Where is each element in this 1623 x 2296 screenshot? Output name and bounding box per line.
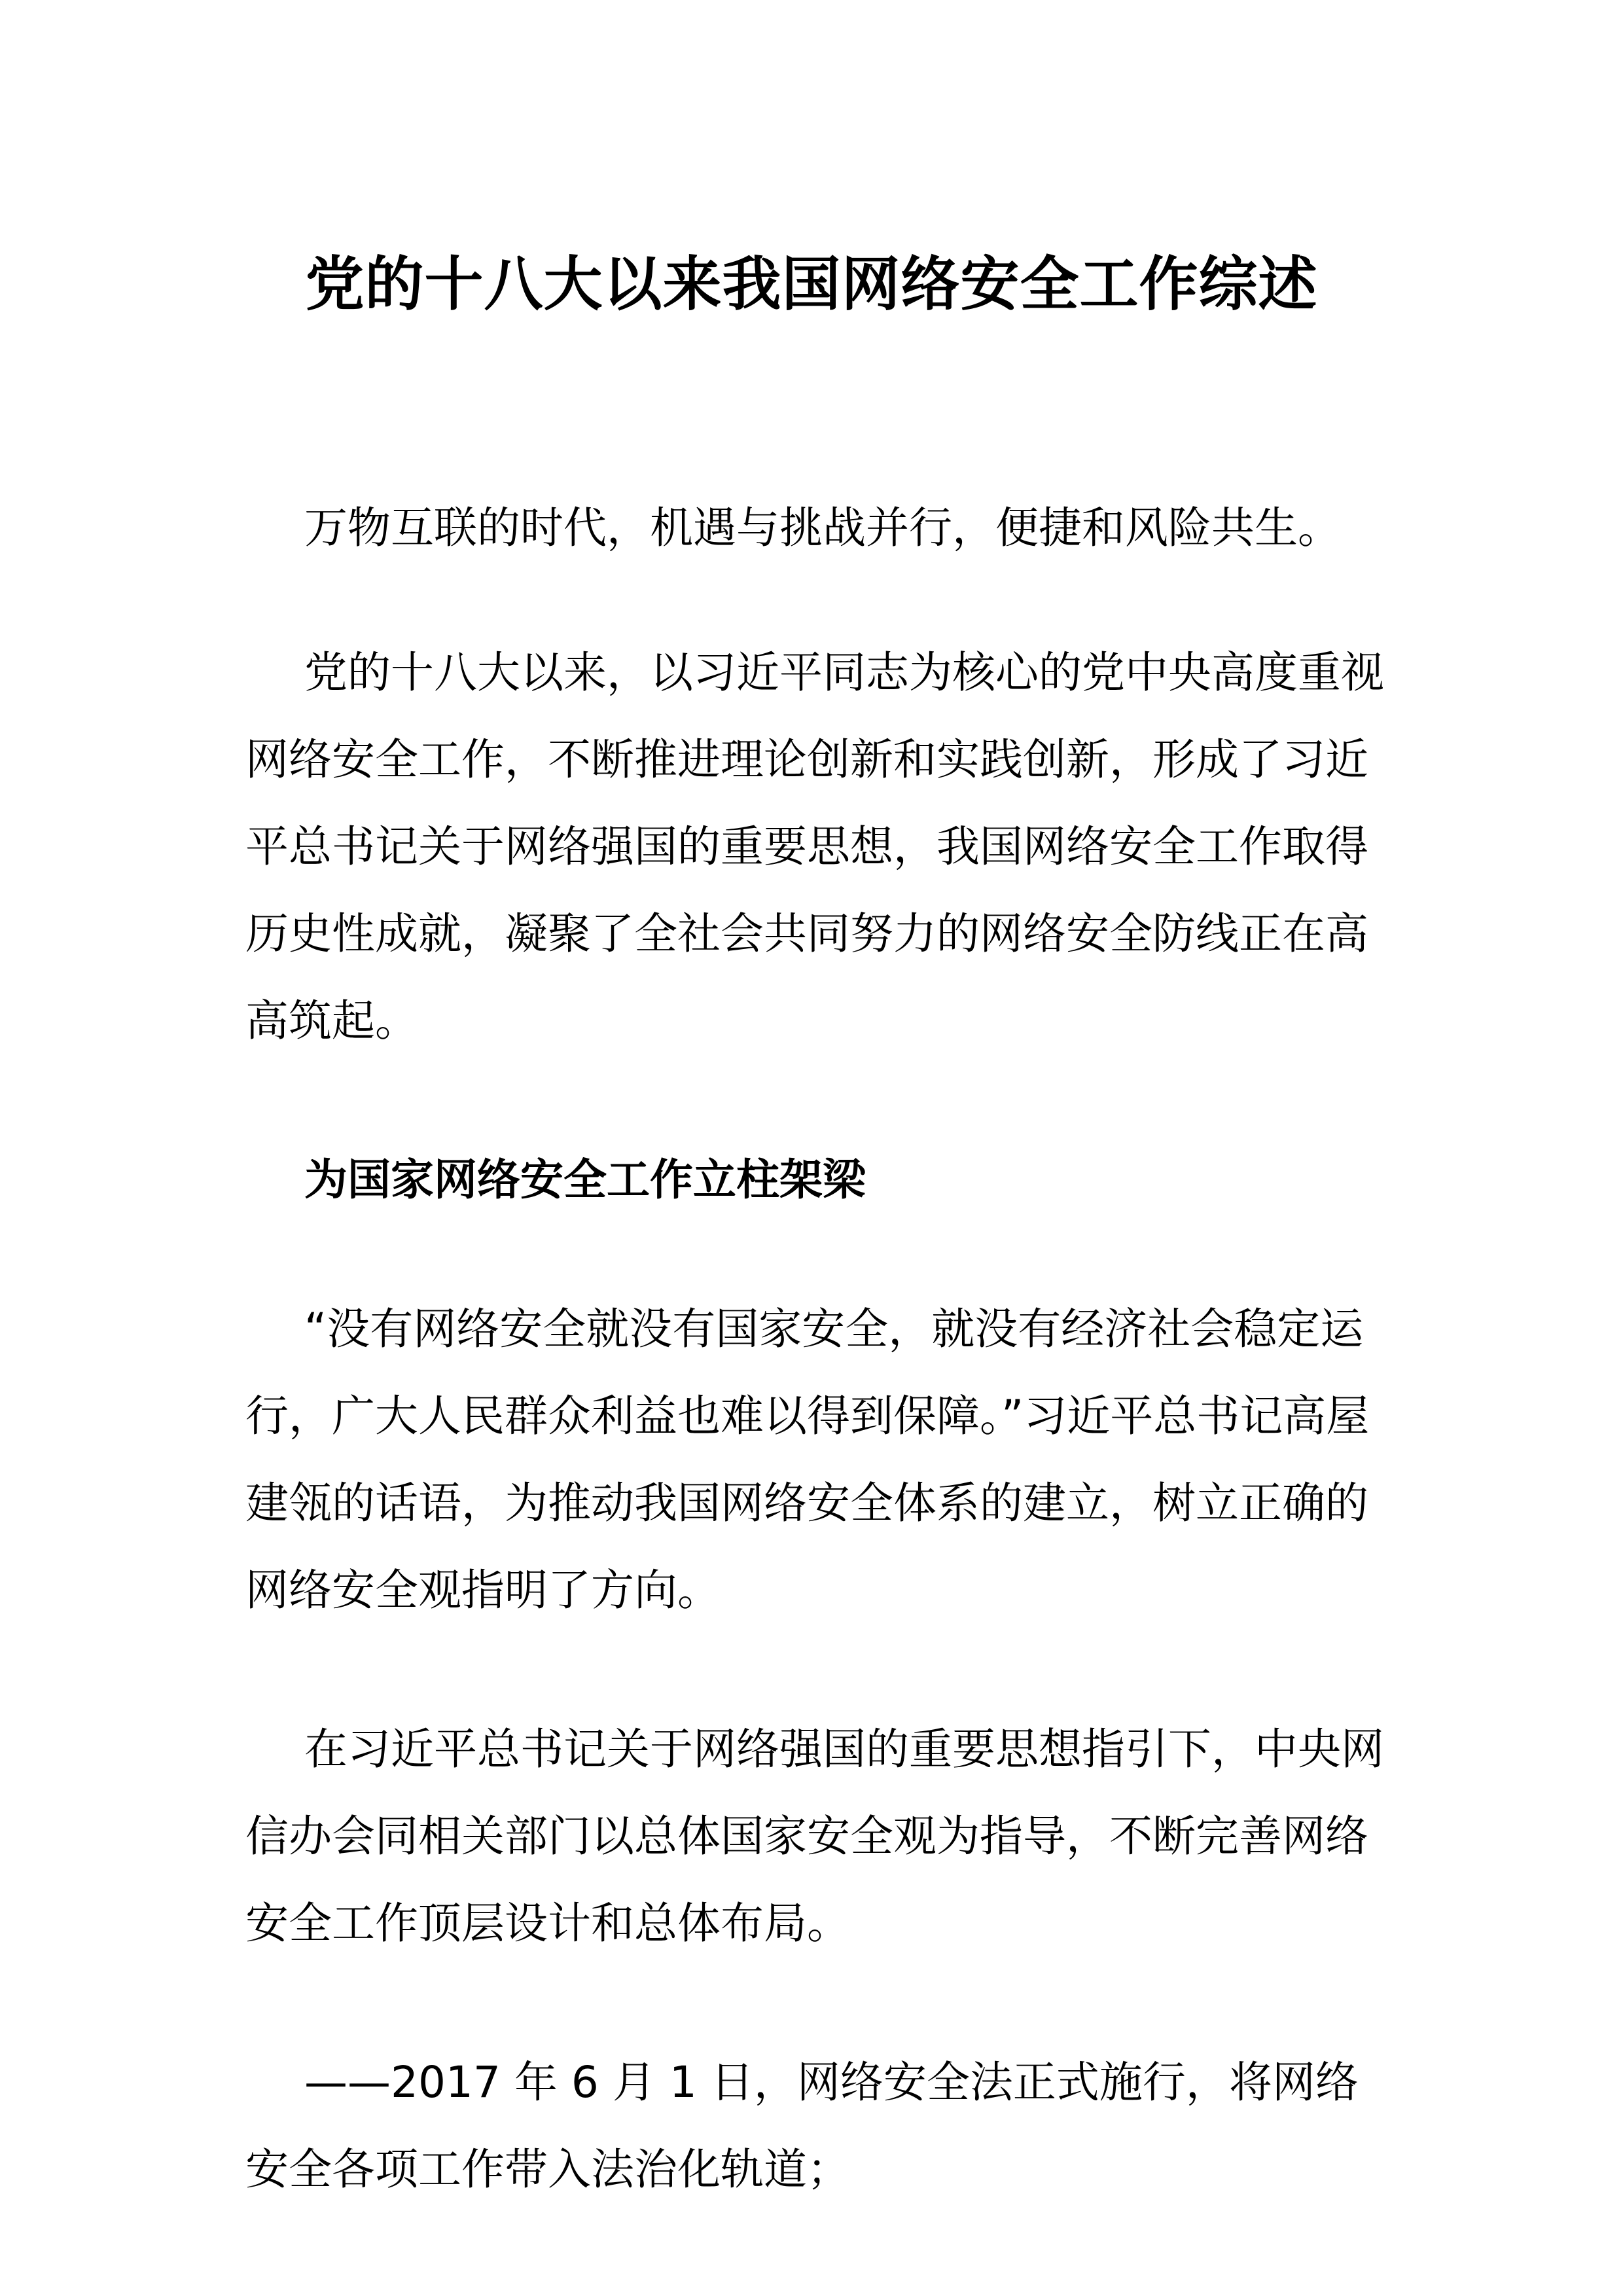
paragraph-intro: 万物互联的时代，机遇与挑战并行，便捷和风险共生。 bbox=[304, 503, 1341, 553]
paragraph-law: ——2017 年 6 月 1 日，网络安全法正式施行，将网络安全各项工作带入法治化轨道； bbox=[245, 2057, 1359, 2195]
document-title: 党的十八大以来我国网络安全工作综述 bbox=[305, 250, 1318, 319]
section-heading: 为国家网络安全工作立柱架梁 bbox=[304, 1155, 866, 1205]
paragraph-quote: “没有网络安全就没有国家安全，就没有经济社会稳定运行，广大人民群众利益也难以得到保障。”习近平总书记高屋建瓴的话语，为推动我国网络安全体系的建立，树立正确的网络安全观指明了方向。 bbox=[245, 1304, 1370, 1615]
paragraph-overview: 党的十八大以来，以习近平同志为核心的党中央高度重视网络安全工作，不断推进理论创新和实践创新，形成了习近平总书记关于网络强国的重要思想，我国网络安全工作取得历史性成就，凝聚了全社会共同努力的网络安全防线正在高高筑起。 bbox=[245, 647, 1384, 1046]
document-body bbox=[245, 484, 1391, 2285]
paragraph-guidance: 在习近平总书记关于网络强国的重要思想指引下，中央网信办会同相关部门以总体国家安全观为指导，不断完善网络安全工作顶层设计和总体布局。 bbox=[245, 1724, 1384, 1948]
